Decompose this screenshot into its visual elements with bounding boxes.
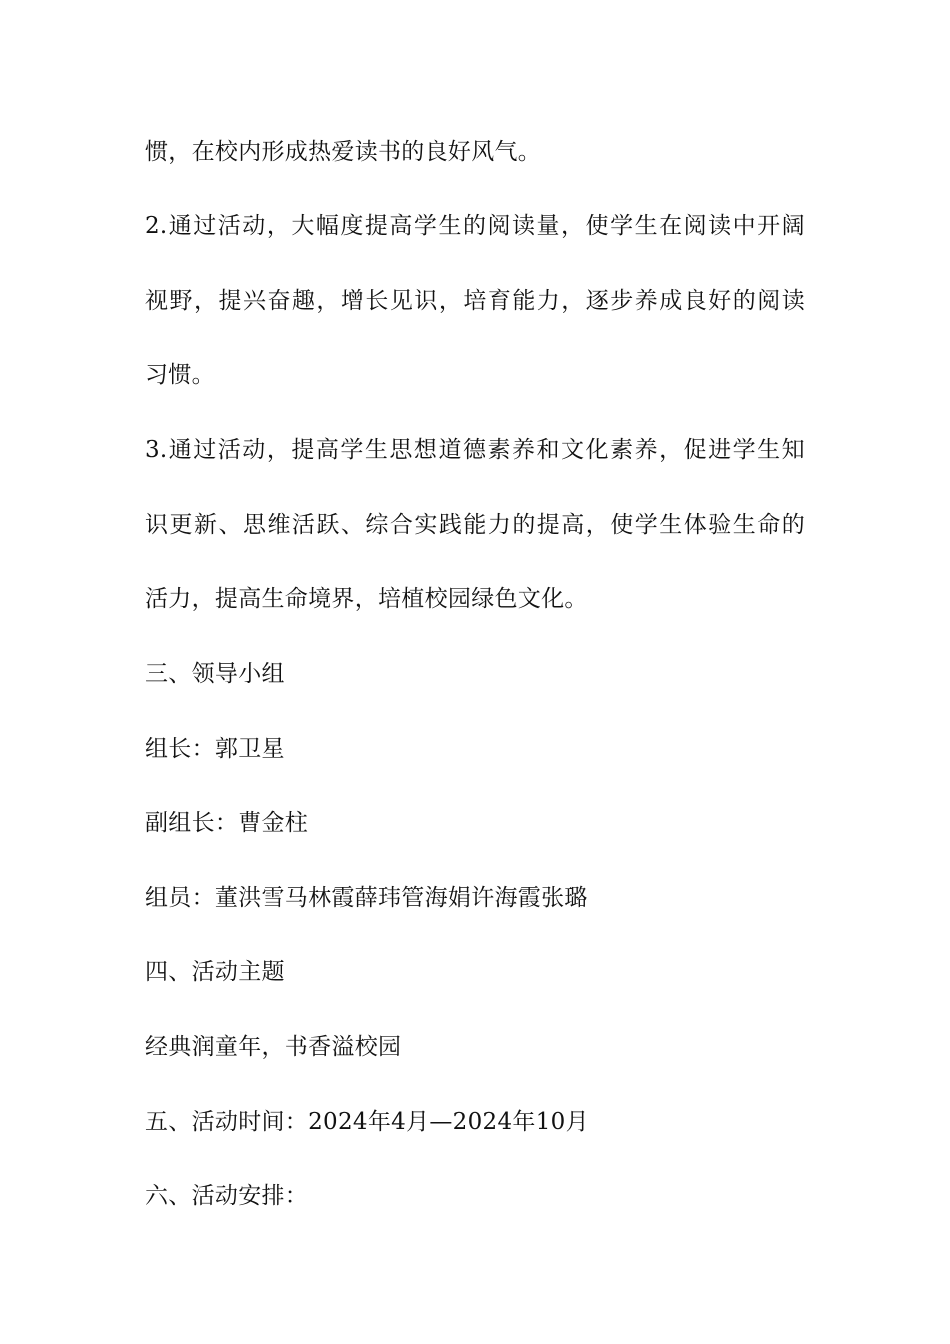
members-line: 组员：董洪雪马林霞薛玮管海娟许海霞张璐 xyxy=(145,885,588,911)
theme-line: 经典润童年，书香溢校园 xyxy=(145,1034,402,1060)
leader-line: 组长：郭卫星 xyxy=(145,736,285,762)
paragraph-3-line-3: 活力，提高生命境界，培植校园绿色文化。 xyxy=(145,586,588,612)
paragraph-3-line-1: 3.通过活动，提高学生思想道德素养和文化素养，促进学生知 xyxy=(145,437,805,463)
deputy-leader-line: 副组长：曹金柱 xyxy=(145,810,309,836)
section-5-heading: 五、活动时间：2024年4月—2024年10月 xyxy=(145,1109,589,1135)
section-4-heading: 四、活动主题 xyxy=(145,959,285,985)
paragraph-2-line-3: 习惯。 xyxy=(145,362,215,388)
paragraph-1-line-1: 惯，在校内形成热爱读书的良好风气。 xyxy=(145,139,542,165)
section-6-heading: 六、活动安排： xyxy=(145,1183,309,1209)
paragraph-2-line-1: 2.通过活动，大幅度提高学生的阅读量，使学生在阅读中开阔 xyxy=(145,213,805,239)
paragraph-3-line-2: 识更新、思维活跃、综合实践能力的提高，使学生体验生命的 xyxy=(145,512,805,538)
paragraph-2-line-2: 视野，提兴奋趣，增长见识，培育能力，逐步养成良好的阅读 xyxy=(145,288,805,314)
section-3-heading: 三、领导小组 xyxy=(145,661,285,687)
